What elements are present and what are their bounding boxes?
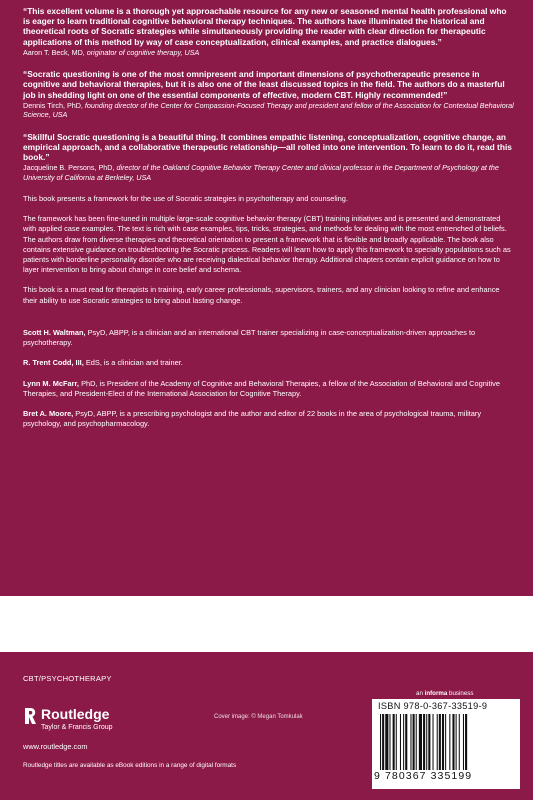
review-quote-3 — [23, 132, 515, 182]
cover-image-credit: Cover image: © Megan Tomkulak — [214, 714, 303, 720]
description-paragraph: This book is a must read for therapists in training, early career professionals, supervisors, trainers, and any clinician looking to refine and enhance their ability to use Socratic strategies to bring about lasting change. — [23, 285, 500, 305]
barcode-bar — [405, 714, 407, 770]
barcode-bar — [442, 714, 444, 770]
isbn-label: ISBN 978-0-367-33519-9 — [378, 701, 488, 711]
author-details: PhD, is President of the Academy of Cognitive and Behavioral Therapies, a fellow of the Association of Behavioral and Cognitive Therapies, and President-Elect of the International Association for Cognitive Therapy. — [23, 378, 500, 398]
barcode-icon — [378, 714, 514, 770]
barcode-bar — [428, 714, 430, 770]
author-details: EdS, is a clinician and trainer. — [85, 358, 183, 368]
barcode-bar — [396, 714, 397, 770]
author-name: Scott H. Waltman, — [23, 327, 86, 337]
barcode-number: 9 780367 335199 — [374, 770, 473, 782]
barcode-bar — [423, 714, 425, 770]
informa-suffix: business — [447, 690, 474, 697]
quote-text: “Skillful Socratic questioning is a beautiful thing. It combines empathic listening, conceptualization, cognitive change, an empirical approach, and a collaborative therapeutic relationship—all rolled into one intervention. To learn to do it, read this book.” — [23, 131, 512, 163]
author-details: PsyD, ABPP, is a clinician and an international CBT trainer specializing in case-conceptualization-driven approaches to psychotherapy. — [23, 327, 476, 348]
book-description — [23, 194, 515, 306]
routledge-logo-icon — [23, 706, 37, 726]
author-bio — [23, 328, 515, 348]
barcode-bar — [389, 714, 390, 770]
author-bio — [23, 358, 515, 368]
barcode-bar — [465, 714, 467, 770]
description-paragraph: The framework has been fine-tuned in multiple large-scale cognitive behavior therapy (CBT) training initiatives and is presented and demonstrated with applied case examples. The text is rich with case examples, tips, tricks, strategies, and methods for dealing with the most entrenched of beliefs. The authors draw from diverse therapies and theoretical orientation to present a framework that is flexible and broadly applicable. The book also contains extensive guidance on troubleshooting the Socratic process. Readers will learn how to apply this framework to specialty populations such as patients with borderline personality disorder who are receiving dialectical behavior therapy. Additional chapters contain explicit guidance on how to layer intervention to bring about change in core belief and schema. — [23, 214, 511, 275]
barcode-bar — [439, 714, 441, 770]
ebook-note: Routledge titles are available as eBook editions in a range of digital formats — [23, 762, 237, 769]
barcode-bar — [426, 714, 427, 770]
quote-attribution — [23, 101, 515, 120]
publisher-url[interactable]: www.routledge.com — [23, 742, 88, 751]
barcode-bar — [385, 714, 388, 770]
barcode-bar — [463, 714, 464, 770]
author-name: Lynn M. McFarr, — [23, 378, 79, 388]
barcode-bar — [437, 714, 438, 770]
informa-business-note — [416, 690, 473, 697]
quote-attribution — [23, 163, 515, 182]
author-name: R. Trent Codd, III, — [23, 358, 84, 368]
reviewer-role: founding director of the Center for Compassion-Focused Therapy and president and fellow of the Association for Contextual Behavioral Science, USA — [23, 100, 514, 120]
quote-text: “This excellent volume is a thorough yet approachable resource for any new or seasoned mental health professional who is eager to learn traditional cognitive behavioral therapy techniques. The authors have illuminated the historical and theoretical roots of Socratic strategies while simultaneously providing the reader with clear direction for therapeutic applications of this method by way of case conceptualization, clinical examples, and practice dialogues.” — [23, 6, 507, 47]
informa-brand: informa — [424, 690, 448, 697]
author-bio — [23, 379, 515, 399]
reviewer-name: Jacqueline B. Persons, PhD, — [23, 163, 115, 173]
review-quote-1 — [23, 6, 515, 57]
review-quote-2 — [23, 69, 515, 119]
barcode-bar — [456, 714, 457, 770]
barcode-bar — [393, 714, 395, 770]
informa-prefix: an — [416, 690, 425, 697]
barcode-bar — [459, 714, 460, 770]
author-bio — [23, 409, 515, 429]
cover-content — [23, 6, 515, 439]
barcode-bar — [413, 714, 415, 770]
publisher-name: Routledge — [41, 706, 110, 722]
author-name: Bret A. Moore, — [23, 408, 74, 418]
author-details: PsyD, ABPP, is a prescribing psychologist and the author and editor of 22 books in the area of psychological trauma, military psychology, and psychopharmacology. — [23, 408, 482, 429]
barcode-bar — [410, 714, 411, 770]
description-paragraph: This book presents a framework for the use of Socratic strategies in psychotherapy and counseling. — [23, 194, 348, 204]
reviewer-role: originator of cognitive therapy, USA — [86, 47, 200, 57]
reviewer-name: Aaron T. Beck, MD, — [23, 47, 85, 57]
quote-attribution — [23, 48, 515, 57]
author-bios — [23, 328, 515, 429]
barcode-bar — [433, 714, 434, 770]
barcode-bar — [445, 714, 446, 770]
barcode-bar — [416, 714, 417, 770]
publisher-logo — [23, 706, 143, 742]
subject-category: CBT/PSYCHOTHERAPY — [23, 674, 112, 683]
reviewer-role: director of the Oakland Cognitive Behavior Therapy Center and clinical professor in the Department of Psychology at the University of California at Berkeley, USA — [23, 163, 499, 182]
barcode-bar — [449, 714, 450, 770]
barcode-bar — [382, 714, 384, 770]
barcode-bar — [403, 714, 404, 770]
quote-text: “Socratic questioning is one of the most omnipresent and important dimensions of psychotherapeutic presence in cognitive and behavioral therapies, but it is also one of the least discussed topics in the field. The authors do a masterful job in shedding light on one of the essential components of effective, modern CBT. Highly recommended!” — [23, 69, 505, 100]
barcode-bar — [419, 714, 422, 770]
barcode-bar — [380, 714, 381, 770]
reviewer-name: Dennis Tirch, PhD, — [23, 100, 83, 110]
barcode-bar — [452, 714, 454, 770]
barcode-bar — [400, 714, 401, 770]
publisher-group: Taylor & Francis Group — [41, 724, 113, 731]
isbn-barcode-box — [372, 699, 520, 789]
white-band — [0, 596, 533, 652]
back-cover-footer — [0, 652, 533, 800]
